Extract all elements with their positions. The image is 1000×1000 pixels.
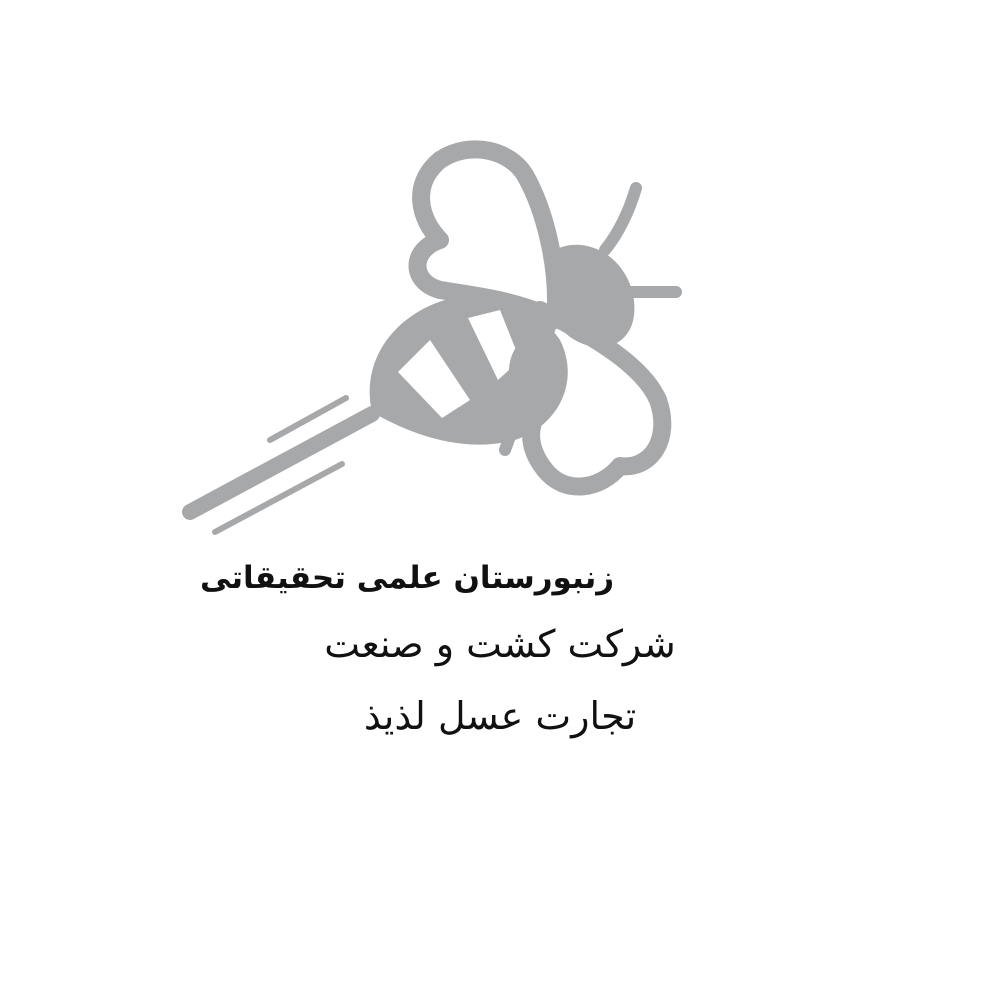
antenna bbox=[605, 188, 636, 250]
bee-logo bbox=[180, 130, 700, 550]
speed-line-bottom bbox=[215, 464, 342, 532]
caption-line-1: زنبورستان علمی تحقیقاتی bbox=[200, 560, 615, 596]
company-caption bbox=[200, 548, 800, 752]
bee-wing-lower bbox=[518, 310, 662, 487]
bee-wing-upper bbox=[418, 149, 556, 320]
caption-line-3: تجارت عسل لذیذ bbox=[363, 694, 637, 738]
caption-line-2: شرکت کشت و صنعت bbox=[324, 622, 676, 666]
bee-logo-icon bbox=[180, 130, 700, 550]
